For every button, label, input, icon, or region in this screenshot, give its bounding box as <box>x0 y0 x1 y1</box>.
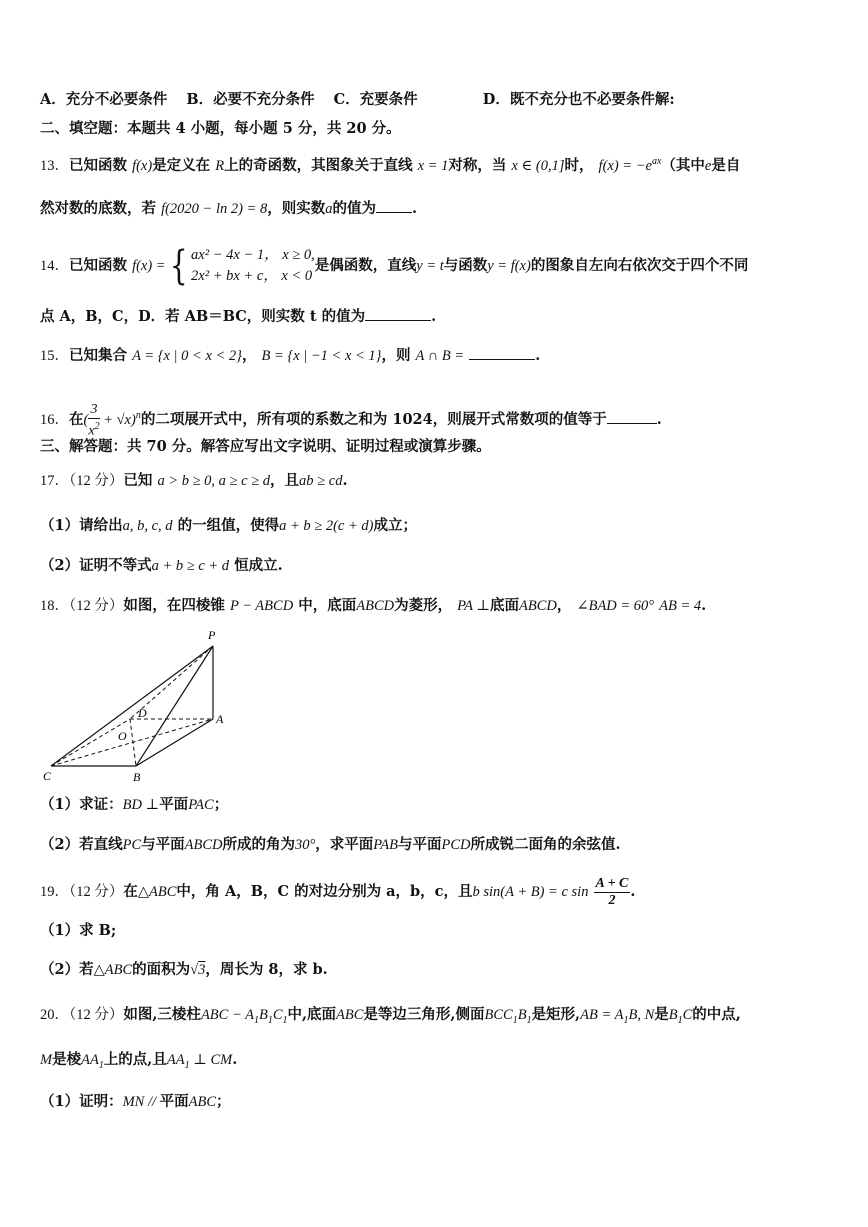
question-15: 15．已知集合 A = {x | 0 < x < 2}， B = {x | −1 < x < 1}，则 A ∩ B = . <box>40 347 541 364</box>
option-d: D．既不充分也不必要条件解: <box>482 91 675 108</box>
label-c: C <box>43 769 52 783</box>
set-b: B = {x | −1 < x < 1} <box>261 348 382 364</box>
math-r: R <box>215 157 225 174</box>
text: （2）若 <box>40 961 94 978</box>
text: 为菱形， <box>394 597 453 614</box>
question-19 <box>40 872 838 912</box>
question-number: 18．（12 分） <box>40 598 124 614</box>
question-17-part-2 <box>40 556 838 576</box>
math-angle: ∠BAD = 60° <box>576 598 655 614</box>
answer-blank <box>607 409 657 424</box>
text: 在 <box>123 883 138 900</box>
math-ab-eq: AB = $A_1B$, N <box>580 1007 655 1026</box>
text: 的图象自左向右依次交于四个不同 <box>530 257 749 274</box>
option-a: A．充分不必要条件 <box>40 91 168 108</box>
text: ，周长为 8，求 b. <box>205 961 328 978</box>
text: 如图，在四棱锥 <box>123 597 225 614</box>
text: 如图,三棱柱 <box>123 1006 201 1023</box>
piecewise: { ax² − 4x − 1， x ≥ 0, 2x² + bx + c， x < 0 <box>169 243 315 289</box>
text: 已知集合 <box>69 347 127 364</box>
edge-ba <box>136 719 213 766</box>
question-14-line-1 <box>40 244 838 288</box>
text: 恒成立. <box>234 557 283 574</box>
text: 的面积为 <box>132 961 191 978</box>
text: 是棱 <box>52 1051 82 1068</box>
math-pyramid: P − ABCD <box>229 598 294 614</box>
option-b: B．必要不充分条件 <box>186 91 315 108</box>
edge-pb <box>136 646 213 766</box>
math-perp: $AA_1$ ⊥ CM <box>166 1052 233 1071</box>
text: 是等边三角形,侧面 <box>363 1006 485 1023</box>
math-condition-2: ab ≥ cd <box>299 473 343 489</box>
text: 已知 <box>123 472 153 489</box>
question-number: 14． <box>40 258 69 274</box>
text: . <box>701 597 707 614</box>
text: . <box>342 472 348 489</box>
text: ，求平面 <box>315 836 374 853</box>
text: . <box>535 347 541 364</box>
text: 所成锐二面角的余弦值. <box>470 836 621 853</box>
math-plane: ABC <box>188 1094 217 1110</box>
text: 然对数的底数，若 <box>40 200 156 217</box>
label-b: B <box>133 770 141 784</box>
text: 时， <box>564 156 594 174</box>
question-number: 15． <box>40 348 69 364</box>
text: 平面 <box>159 796 189 813</box>
text: 对称，当 <box>448 156 507 174</box>
text: （2）若直线 <box>40 836 123 853</box>
question-16 <box>40 398 838 439</box>
question-14-line-2 <box>40 306 838 327</box>
option-c: C．充要条件 <box>333 91 418 108</box>
math-aa1: $AA_1$ <box>81 1052 104 1071</box>
text: 是 <box>654 1006 669 1023</box>
question-13-line-1 <box>40 152 838 176</box>
math-angle: 30° <box>294 837 316 853</box>
text: . <box>431 308 437 325</box>
text: 已知函数 <box>69 156 127 174</box>
question-18-part-1 <box>40 795 838 815</box>
text: 的一组值，使得 <box>177 517 280 534</box>
math-triangle: △ABC <box>93 962 133 978</box>
text: ； <box>213 796 229 813</box>
math-fx: f(x) = <box>132 258 166 274</box>
math-prism: ABC − $A_1B_1C_1$ <box>200 1007 288 1026</box>
question-number: 13． <box>40 157 69 174</box>
math-x-in: x ∈ (0,1] <box>511 157 565 174</box>
math-condition: f(2020 − ln 2) = 8 <box>161 201 268 217</box>
question-13-line-2 <box>40 198 838 219</box>
question-20-line-1 <box>40 1005 838 1031</box>
text: 在 <box>69 410 84 428</box>
math-y-eq-t: y = t <box>416 258 444 274</box>
math-b1c: $B_1C$ <box>668 1007 693 1026</box>
math-base: ABCD <box>519 598 557 614</box>
question-19-part-2 <box>40 960 838 980</box>
math-intersection: A ∩ B = <box>415 348 465 364</box>
math-length: AB = 4 <box>659 598 702 614</box>
text: 的二项展开式中，所有项的系数之和为 1024，则展开式常数项的值等于 <box>140 410 607 428</box>
math-sqrt3: √3 <box>190 962 206 978</box>
text: 上的点,且 <box>103 1051 167 1068</box>
section-2-heading: 二、填空题：本题共 4 小题，每小题 5 分，共 20 分。 <box>40 120 401 137</box>
math-vars: a, b, c, d <box>122 518 173 534</box>
text: ，则实数 <box>267 200 326 217</box>
math-base: ABCD <box>356 598 395 614</box>
math-equation: b sin(A + B) = c sin <box>472 884 589 900</box>
answer-blank <box>365 306 431 321</box>
math-m: M <box>40 1052 53 1068</box>
case-2: 2x² + bx + c， x < 0 <box>191 268 313 284</box>
question-18-part-2 <box>40 835 838 855</box>
set-a: A = {x | 0 < x < 2} <box>132 348 242 364</box>
fraction <box>594 876 631 909</box>
math-line: PC <box>122 837 142 853</box>
question-20-part-1 <box>40 1092 838 1112</box>
options-line <box>40 90 838 110</box>
label-p: P <box>208 628 216 642</box>
text: 底面 <box>490 597 520 614</box>
math-plane: ABCD <box>184 837 223 853</box>
text: . <box>232 1051 238 1068</box>
text: 平面 <box>159 1093 189 1110</box>
text: 是定义在 <box>152 156 211 174</box>
question-number: 19．（12 分） <box>40 884 124 900</box>
text: ； <box>216 1093 231 1110</box>
text: 是自 <box>711 156 741 174</box>
text: . <box>630 883 636 900</box>
pyramid-figure <box>38 626 238 786</box>
answer-blank <box>469 345 535 360</box>
text: 成立； <box>373 517 417 534</box>
text: （其中 <box>661 156 705 174</box>
text: 是矩形, <box>531 1006 581 1023</box>
math-fx: f(x) <box>132 157 153 174</box>
math-face: $BCC_1B_1$ <box>484 1007 532 1026</box>
math-fx-def: $f(x) = -e^{ax}$ <box>598 156 662 174</box>
text: （1）证明： <box>40 1093 123 1110</box>
denominator: 2 <box>608 892 616 908</box>
case-1: ax² − 4x − 1， x ≥ 0, <box>191 247 315 263</box>
text: 中,底面 <box>287 1006 337 1023</box>
text: 与函数 <box>443 257 488 274</box>
section-3-heading: 三、解答题：共 70 分。解答应写出文字说明、证明过程或演算步骤。 <box>40 438 491 455</box>
text: 所成的角为 <box>222 836 295 853</box>
question-number: 17．（12 分） <box>40 473 124 489</box>
text: 中，底面 <box>298 597 357 614</box>
math-y-eq-fx: y = f(x) <box>487 258 531 274</box>
math-plane: PAB <box>373 837 398 853</box>
text: 的值为 <box>332 200 376 217</box>
text: . <box>656 410 662 428</box>
question-19-part-1: （1）求 B; <box>40 922 117 939</box>
math-base: ABC <box>336 1007 364 1023</box>
text: ， <box>556 597 572 614</box>
math-perp: BD ⊥ <box>122 797 160 813</box>
question-20-line-2 <box>40 1050 838 1076</box>
text: ，则 <box>381 347 411 364</box>
text: ，且 <box>270 472 300 489</box>
math-binomial: ( $\frac{3}{x^2}$ + √x)$^n$ <box>83 401 141 439</box>
text: 与平面 <box>141 836 185 853</box>
text: 中，角 A，B，C 的对边分别为 a，b，c，且 <box>176 883 473 900</box>
math-plane: PAC <box>188 797 214 813</box>
question-17-part-1 <box>40 516 838 536</box>
label-a: A <box>216 712 224 726</box>
math-a: a <box>325 201 333 217</box>
text: 已知函数 <box>69 257 127 274</box>
question-18 <box>40 596 838 616</box>
text: . <box>411 200 418 217</box>
text: 是偶函数，直线 <box>314 257 417 274</box>
math-parallel: MN // <box>122 1094 160 1110</box>
text: 的中点, <box>692 1006 741 1023</box>
edge-pc <box>51 646 213 766</box>
math-inequality: a + b ≥ 2(c + d) <box>279 518 374 534</box>
question-number: 20．（12 分） <box>40 1007 124 1023</box>
edge-ca <box>51 719 213 766</box>
question-number: 16． <box>40 411 69 428</box>
math-x-eq-1: x = 1 <box>417 157 449 174</box>
text: 上的奇函数，其图象关于直线 <box>224 156 413 174</box>
text: 与平面 <box>398 836 442 853</box>
math-inequality: a + b ≥ c + d <box>151 558 230 574</box>
text: （1）求证： <box>40 796 123 813</box>
question-17 <box>40 471 838 491</box>
math-triangle: △ABC <box>137 884 177 900</box>
text: 点 A，B，C，D．若 AB＝BC，则实数 t 的值为 <box>40 308 366 325</box>
math-perp: PA ⊥ <box>457 598 491 614</box>
text: （2）证明不等式 <box>40 557 152 574</box>
label-o: O <box>118 729 127 743</box>
label-d: D <box>138 706 147 720</box>
text: （1）请给出 <box>40 517 123 534</box>
math-plane: PCD <box>441 837 471 853</box>
math-condition: a > b ≥ 0, a ≥ c ≥ d <box>157 473 271 489</box>
answer-blank <box>376 198 412 213</box>
numerator: A + C <box>595 875 629 891</box>
math-e: e <box>704 157 712 174</box>
